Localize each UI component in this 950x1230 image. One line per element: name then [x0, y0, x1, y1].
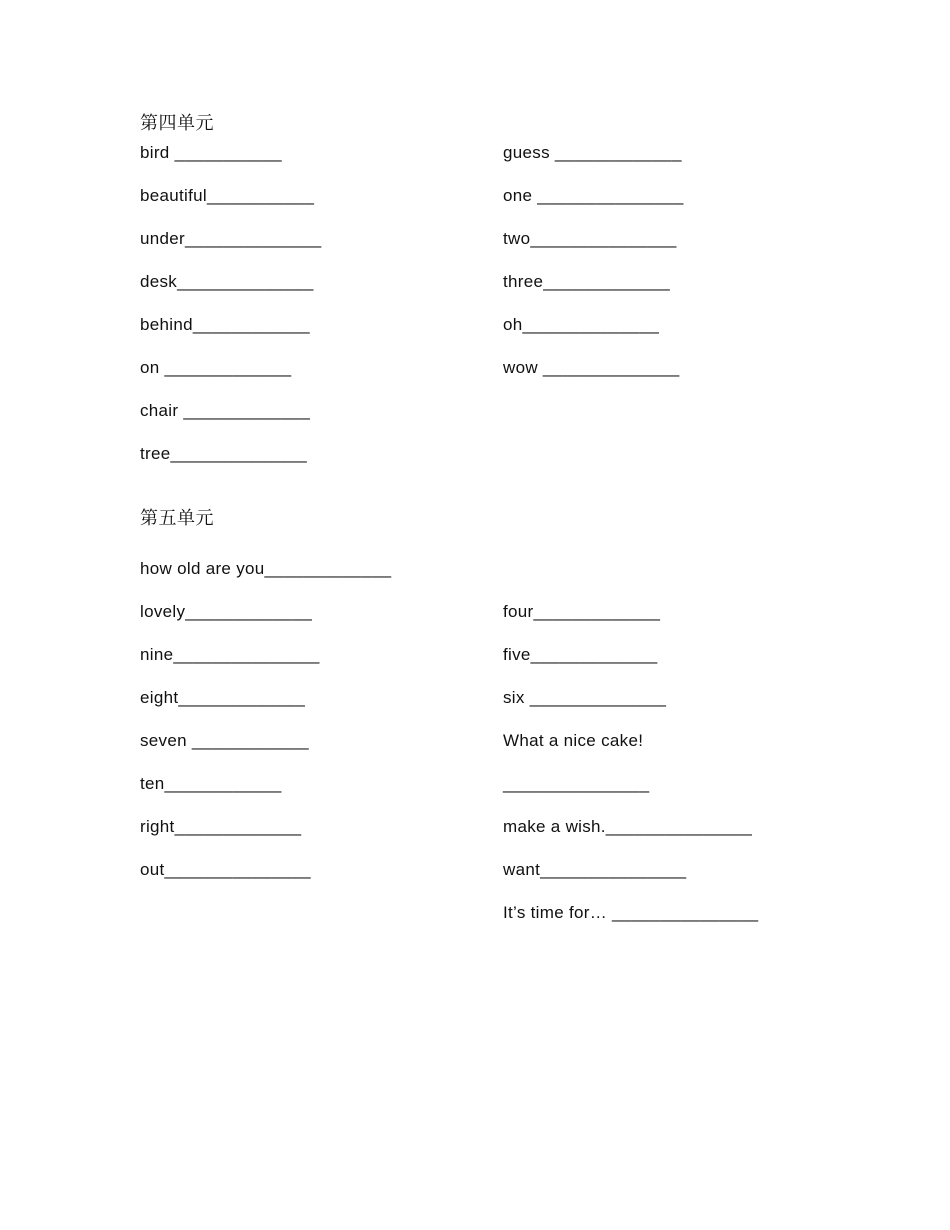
unit4-word-desk: desk______________: [140, 272, 314, 291]
unit5-phrase-how-old: how old are you_____________: [140, 559, 392, 578]
unit5-word-seven: seven ____________: [140, 731, 309, 750]
unit4-word-wow: wow ______________: [503, 358, 680, 377]
unit5-word-eight: eight_____________: [140, 688, 306, 707]
unit5-word-ten: ten____________: [140, 774, 282, 793]
unit5-word-six: six ______________: [503, 688, 667, 707]
unit5-word-lovely: lovely_____________: [140, 602, 313, 621]
unit4-word-two: two_______________: [503, 229, 677, 248]
unit5-word-four: four_____________: [503, 602, 661, 621]
unit4-word-behind: behind____________: [140, 315, 310, 334]
unit4-word-guess: guess _____________: [503, 143, 682, 162]
unit4-word-chair: chair _____________: [140, 401, 311, 420]
unit4-word-tree: tree______________: [140, 444, 308, 463]
unit5-phrase-make-a-wish: make a wish._______________: [503, 817, 753, 836]
unit4-word-on: on _____________: [140, 358, 292, 377]
unit5-word-right: right_____________: [140, 817, 302, 836]
unit4-word-bird: bird ___________: [140, 143, 282, 162]
unit5-word-nine: nine_______________: [140, 645, 320, 664]
unit4-word-oh: oh______________: [503, 315, 660, 334]
unit5-phrase-time-for: It’s time for… _______________: [503, 903, 759, 922]
unit4-heading: 第四单元: [140, 113, 214, 134]
unit4-word-one: one _______________: [503, 186, 684, 205]
unit5-phrase-nice-cake: What a nice cake!: [503, 731, 644, 750]
unit5-word-want: want_______________: [503, 860, 687, 879]
unit5-blank-nice-cake: _______________: [503, 774, 650, 793]
unit5-heading: 第五单元: [140, 508, 214, 529]
unit4-word-beautiful: beautiful___________: [140, 186, 315, 205]
unit4-word-under: under______________: [140, 229, 322, 248]
unit5-word-five: five_____________: [503, 645, 658, 664]
unit5-word-out: out_______________: [140, 860, 311, 879]
unit4-word-three: three_____________: [503, 272, 671, 291]
